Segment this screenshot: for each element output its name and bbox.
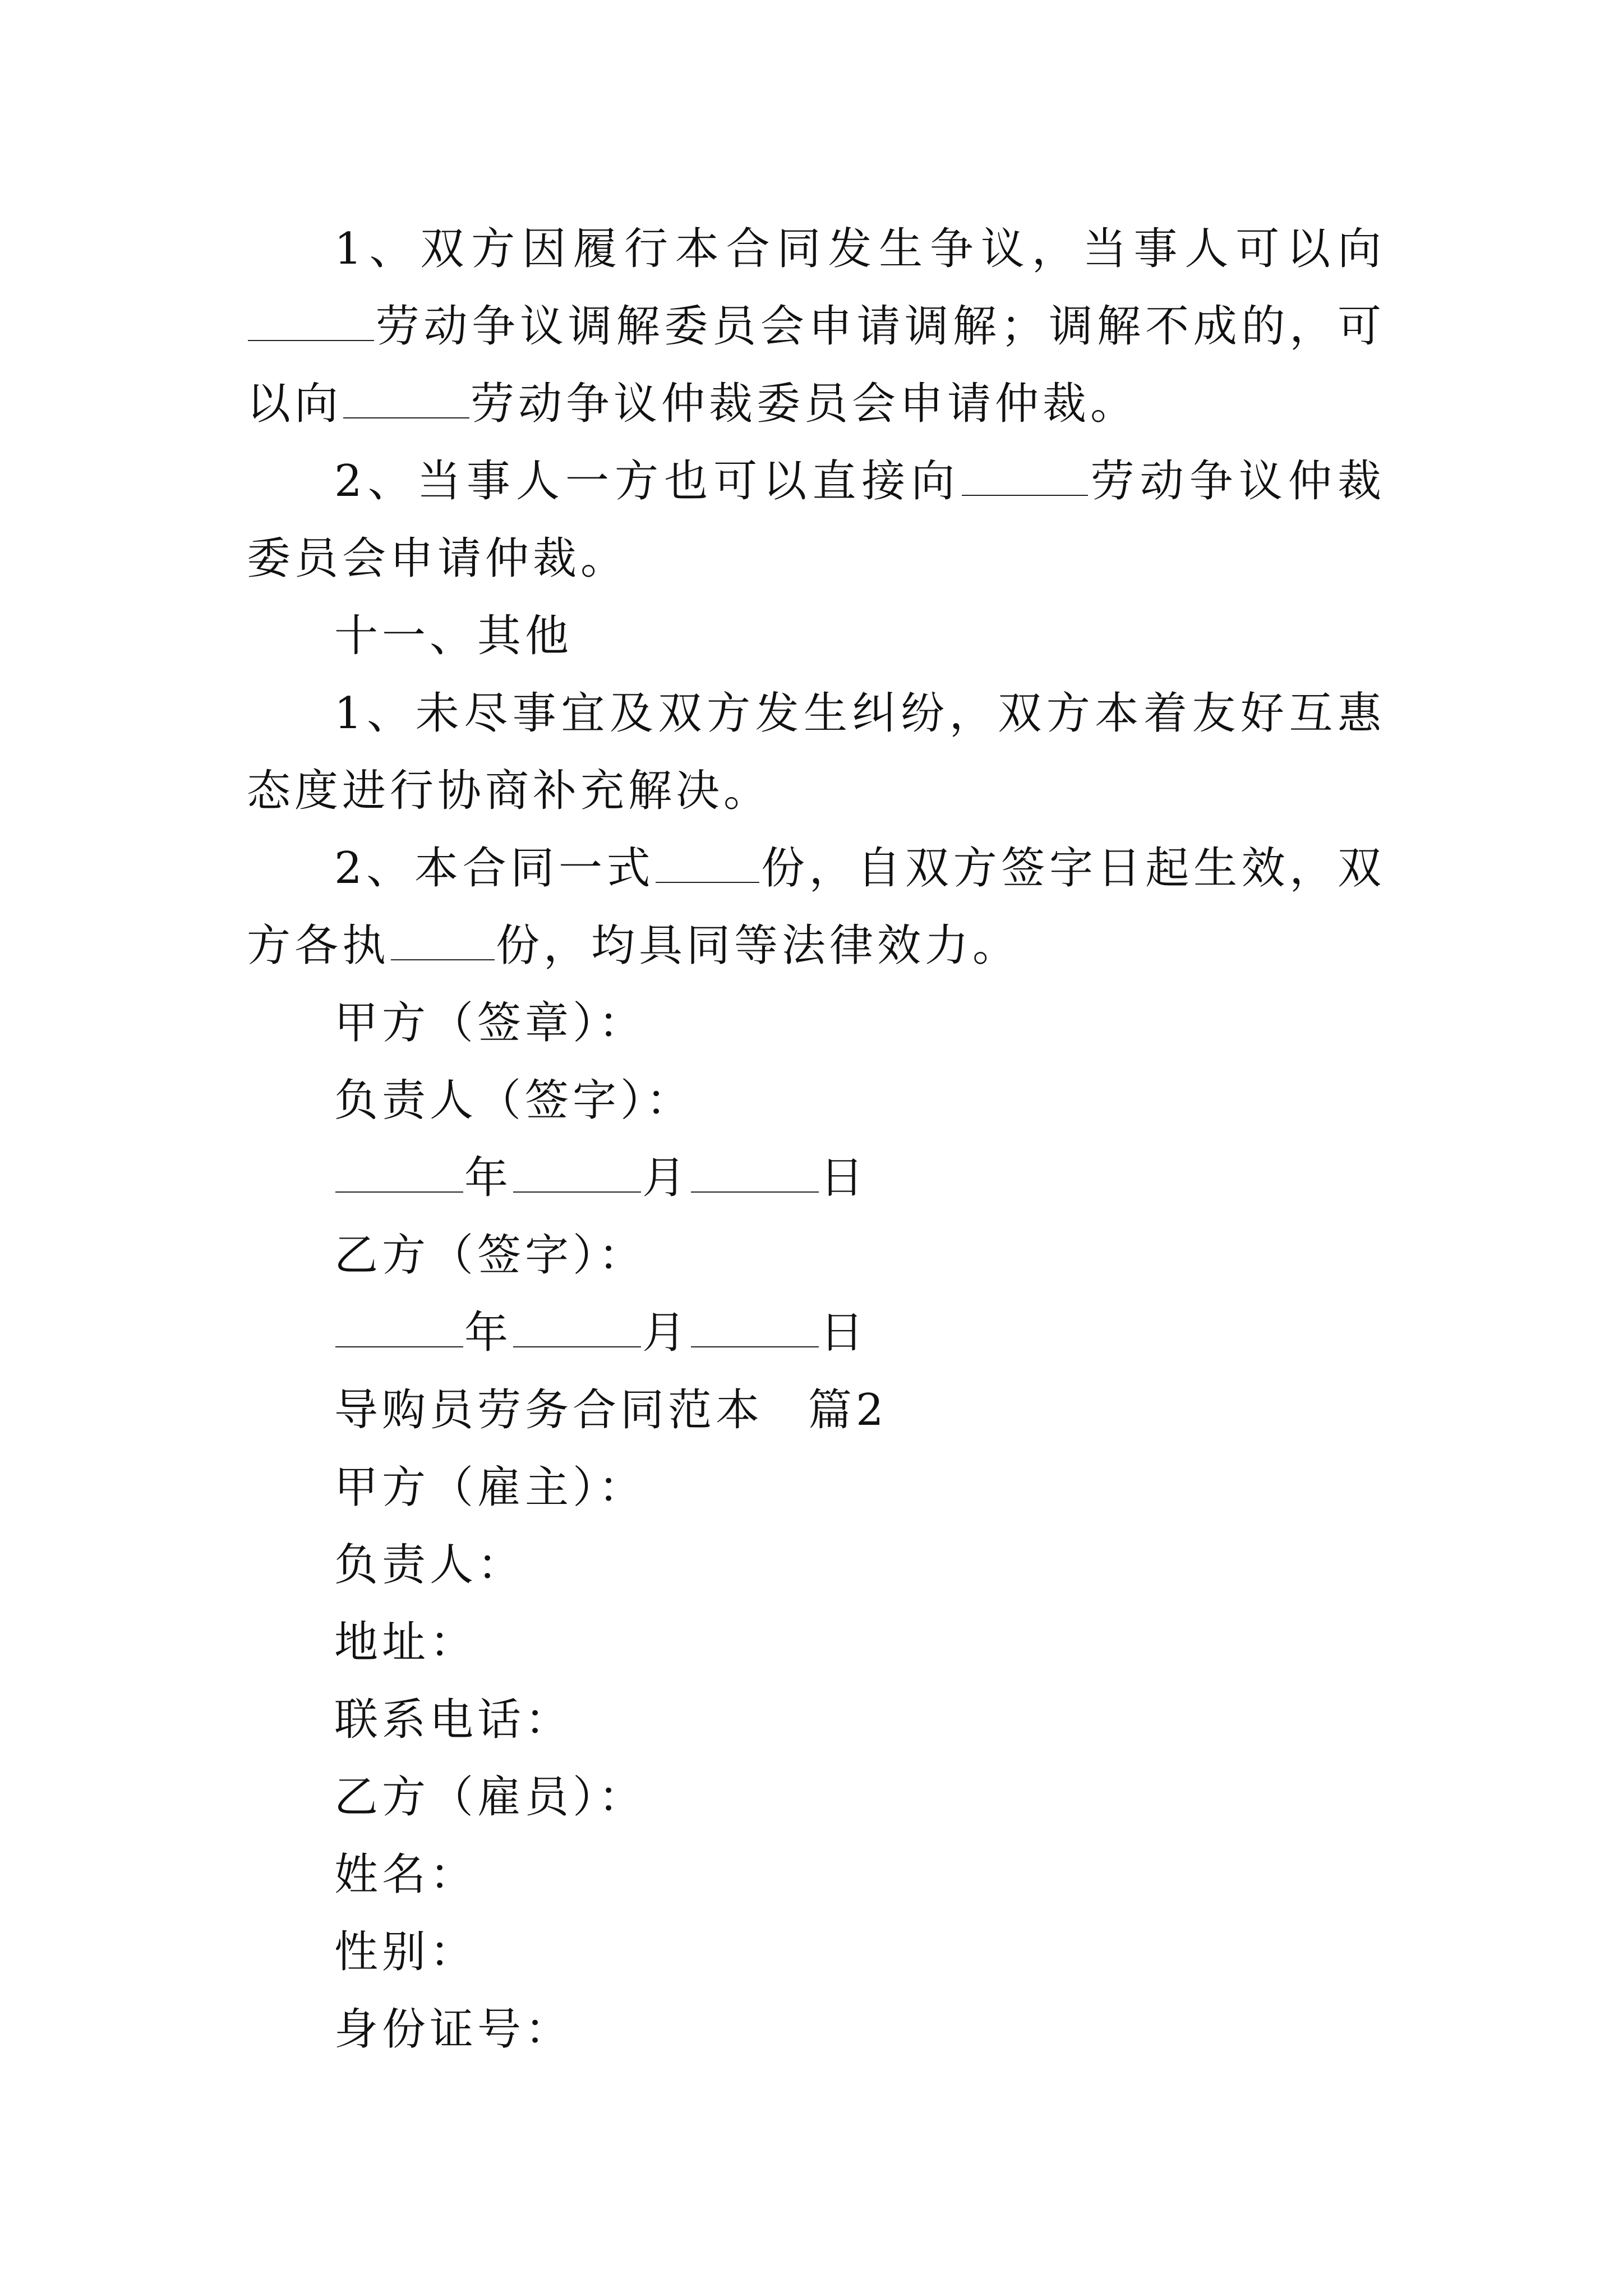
clause-dispute-2-text-a: 2、当事人一方也可以直接向 [334, 456, 961, 507]
blank-line [391, 926, 495, 960]
date-line-2 [247, 1294, 1385, 1372]
clause-dispute-1-text-c: 劳动争议仲裁委员会申请仲裁。 [471, 379, 1138, 429]
clause-dispute-1-text-b: 劳动争议调解委员会申请调解；调解不成的，可以向 [247, 301, 1385, 429]
party-a-employer-label: 甲方（雇主）： [334, 1462, 647, 1513]
clause-dispute-2-text-b: 劳动争议仲裁委员会申请仲裁。 [247, 456, 1385, 584]
blank-line [335, 1158, 463, 1193]
gender-label: 性别： [334, 1927, 478, 1977]
clause-dispute-2 [247, 443, 1385, 597]
phone-label: 联系电话： [334, 1695, 573, 1745]
section-heading-other: 十一、其他 [334, 611, 573, 661]
template-heading [247, 1372, 1385, 1449]
template-part: 篇2 [808, 1385, 888, 1435]
clause-other-2 [247, 830, 1385, 984]
blank-line [248, 306, 374, 341]
name-label: 姓名： [334, 1849, 478, 1900]
clause-other-2-text-a: 2、本合同一式 [334, 843, 655, 894]
date-line-1 [247, 1139, 1385, 1217]
document-body [247, 210, 1385, 2068]
date-year-label: 年 [464, 1153, 513, 1203]
blank-line [962, 461, 1088, 496]
person-in-charge-label: 负责人： [334, 1540, 525, 1590]
clause-other-2-text-c: 份，均具同等法律效力。 [496, 921, 1021, 971]
template-title: 导购员劳务合同范本 [334, 1385, 764, 1435]
blank-line [335, 1313, 463, 1347]
date-year-label: 年 [464, 1308, 513, 1358]
clause-other-1: 1、未尽事宜及双方发生纠纷，双方本着友好互惠态度进行协商补充解决。 [247, 688, 1385, 816]
clause-other-2-text-b: 份，自双方签字日起生效，双方各执 [247, 843, 1385, 971]
date-day-label: 日 [820, 1308, 868, 1358]
party-b-sign-label: 乙方（签字）： [334, 1230, 647, 1281]
clause-dispute-1 [247, 210, 1385, 443]
party-a-seal-label: 甲方（签章）： [334, 998, 647, 1048]
clause-dispute-1-text-a: 1、双方因履行本合同发生争议，当事人可以向 [334, 224, 1385, 274]
blank-line [343, 384, 469, 418]
blank-line [691, 1313, 819, 1347]
person-in-charge-sign-label: 负责人（签字）： [334, 1075, 694, 1126]
blank-line [513, 1313, 641, 1347]
address-label: 地址： [334, 1617, 478, 1668]
date-day-label: 日 [820, 1153, 868, 1203]
blank-line [513, 1158, 641, 1193]
date-month-label: 月 [642, 1308, 690, 1358]
blank-line [656, 848, 759, 883]
date-month-label: 月 [642, 1153, 690, 1203]
party-b-employee-label: 乙方（雇员）： [334, 1772, 647, 1823]
blank-line [691, 1158, 819, 1193]
id-number-label: 身份证号： [334, 2004, 573, 2055]
